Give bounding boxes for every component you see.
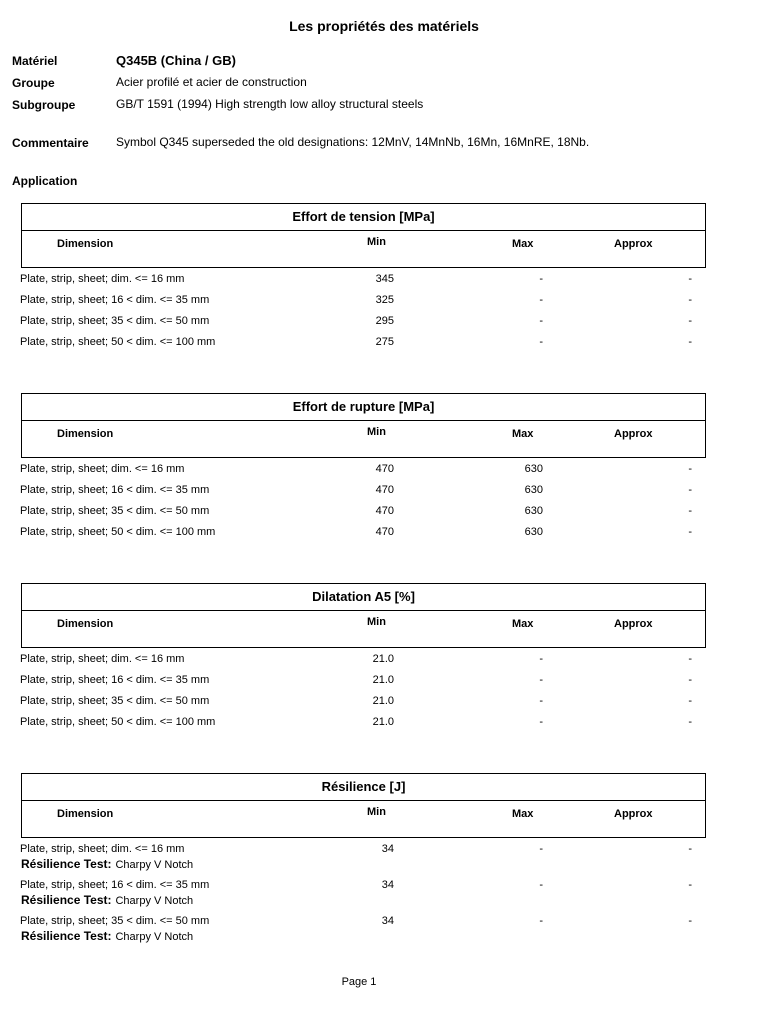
materiel-value: Q345B (China / GB) [116, 53, 236, 68]
table-row [0, 484, 768, 504]
row-max: 630 [524, 463, 543, 475]
row-min: 34 [381, 915, 394, 927]
table-row [0, 716, 768, 736]
commentaire-value: Symbol Q345 superseded the old designations: 12MnV, 14MnNb, 16Mn, 16MnRE, 18Nb. [116, 135, 590, 149]
table-title: Résilience [J] [22, 774, 705, 801]
row-min: 470 [375, 484, 394, 496]
application-label: Application [12, 174, 78, 188]
row-min: 470 [375, 526, 394, 538]
table-row [0, 294, 768, 314]
column-header-min: Min [367, 616, 386, 628]
row-min: 21.0 [372, 674, 394, 686]
resilience-test-value: Charpy V Notch [115, 859, 194, 871]
row-dimension: Plate, strip, sheet; dim. <= 16 mm [20, 843, 185, 855]
groupe-value: Acier profilé et acier de construction [116, 75, 307, 89]
resilience-test-value: Charpy V Notch [115, 931, 194, 943]
row-dimension: Plate, strip, sheet; 16 < dim. <= 35 mm [20, 674, 210, 686]
row-approx: - [688, 695, 692, 707]
row-max: - [539, 674, 543, 686]
table-row [0, 695, 768, 715]
row-max: - [539, 273, 543, 285]
table-row [0, 653, 768, 673]
row-dimension: Plate, strip, sheet; 35 < dim. <= 50 mm [20, 315, 210, 327]
table-row [0, 505, 768, 525]
resilience-test-line [21, 929, 193, 943]
table-header-box [21, 583, 706, 648]
row-max: - [539, 879, 543, 891]
row-min: 325 [375, 294, 394, 306]
table-row [0, 273, 768, 293]
column-header-dimension: Dimension [57, 238, 114, 250]
row-min: 21.0 [372, 695, 394, 707]
row-approx: - [688, 653, 692, 665]
row-max: - [539, 336, 543, 348]
page-number: Page 1 [341, 976, 377, 988]
row-max: - [539, 294, 543, 306]
resilience-test-line [21, 857, 193, 871]
table-row [0, 463, 768, 483]
row-dimension: Plate, strip, sheet; 16 < dim. <= 35 mm [20, 879, 210, 891]
column-header-min: Min [367, 426, 386, 438]
row-min: 345 [375, 273, 394, 285]
row-dimension: Plate, strip, sheet; 16 < dim. <= 35 mm [20, 294, 210, 306]
column-header-max: Max [512, 238, 534, 250]
resilience-test-label: Résilience Test: [21, 929, 112, 943]
table-header-box [21, 203, 706, 268]
row-dimension: Plate, strip, sheet; 50 < dim. <= 100 mm [20, 336, 216, 348]
row-max: - [539, 653, 543, 665]
row-max: 630 [524, 526, 543, 538]
row-approx: - [688, 674, 692, 686]
row-dimension: Plate, strip, sheet; 35 < dim. <= 50 mm [20, 695, 210, 707]
row-dimension: Plate, strip, sheet; 16 < dim. <= 35 mm [20, 484, 210, 496]
row-max: - [539, 915, 543, 927]
column-header-max: Max [512, 618, 534, 630]
column-header-min: Min [367, 806, 386, 818]
row-min: 295 [375, 315, 394, 327]
row-dimension: Plate, strip, sheet; 50 < dim. <= 100 mm [20, 716, 216, 728]
row-approx: - [688, 879, 692, 891]
row-approx: - [688, 336, 692, 348]
row-max: - [539, 716, 543, 728]
row-min: 21.0 [372, 716, 394, 728]
resilience-test-label: Résilience Test: [21, 857, 112, 871]
row-approx: - [688, 843, 692, 855]
column-header-approx: Approx [614, 808, 653, 820]
groupe-label: Groupe [12, 76, 55, 90]
column-header-approx: Approx [614, 618, 653, 630]
row-approx: - [688, 463, 692, 475]
table-title: Effort de tension [MPa] [22, 204, 705, 231]
resilience-test-value: Charpy V Notch [115, 895, 194, 907]
row-approx: - [688, 915, 692, 927]
row-min: 275 [375, 336, 394, 348]
row-min: 34 [381, 843, 394, 855]
column-header-max: Max [512, 428, 534, 440]
row-max: - [539, 315, 543, 327]
row-max: - [539, 843, 543, 855]
row-approx: - [688, 484, 692, 496]
table-title: Effort de rupture [MPa] [22, 394, 705, 421]
column-header-dimension: Dimension [57, 808, 114, 820]
row-min: 470 [375, 505, 394, 517]
column-header-max: Max [512, 808, 534, 820]
row-dimension: Plate, strip, sheet; dim. <= 16 mm [20, 653, 185, 665]
subgroupe-value: GB/T 1591 (1994) High strength low alloy structural steels [116, 97, 424, 111]
row-approx: - [688, 716, 692, 728]
page-title: Les propriétés des matériels [289, 18, 479, 34]
row-approx: - [688, 315, 692, 327]
row-approx: - [688, 294, 692, 306]
column-header-min: Min [367, 236, 386, 248]
row-dimension: Plate, strip, sheet; 35 < dim. <= 50 mm [20, 915, 210, 927]
row-approx: - [688, 505, 692, 517]
table-header-box [21, 773, 706, 838]
row-min: 34 [381, 879, 394, 891]
table-row [0, 674, 768, 694]
table-header-box [21, 393, 706, 458]
column-header-dimension: Dimension [57, 618, 114, 630]
row-approx: - [688, 526, 692, 538]
column-header-dimension: Dimension [57, 428, 114, 440]
row-dimension: Plate, strip, sheet; 35 < dim. <= 50 mm [20, 505, 210, 517]
row-dimension: Plate, strip, sheet; dim. <= 16 mm [20, 273, 185, 285]
row-max: 630 [524, 505, 543, 517]
commentaire-label: Commentaire [12, 136, 89, 150]
row-max: 630 [524, 484, 543, 496]
row-dimension: Plate, strip, sheet; dim. <= 16 mm [20, 463, 185, 475]
column-header-approx: Approx [614, 238, 653, 250]
table-row [0, 526, 768, 546]
materiel-label: Matériel [12, 54, 58, 68]
resilience-test-line [21, 893, 193, 907]
table-row [0, 315, 768, 335]
table-row [0, 336, 768, 356]
row-dimension: Plate, strip, sheet; 50 < dim. <= 100 mm [20, 526, 216, 538]
column-header-approx: Approx [614, 428, 653, 440]
resilience-test-label: Résilience Test: [21, 893, 112, 907]
table-title: Dilatation A5 [%] [22, 584, 705, 611]
subgroupe-label: Subgroupe [12, 98, 76, 112]
row-min: 21.0 [372, 653, 394, 665]
row-approx: - [688, 273, 692, 285]
row-max: - [539, 695, 543, 707]
row-min: 470 [375, 463, 394, 475]
